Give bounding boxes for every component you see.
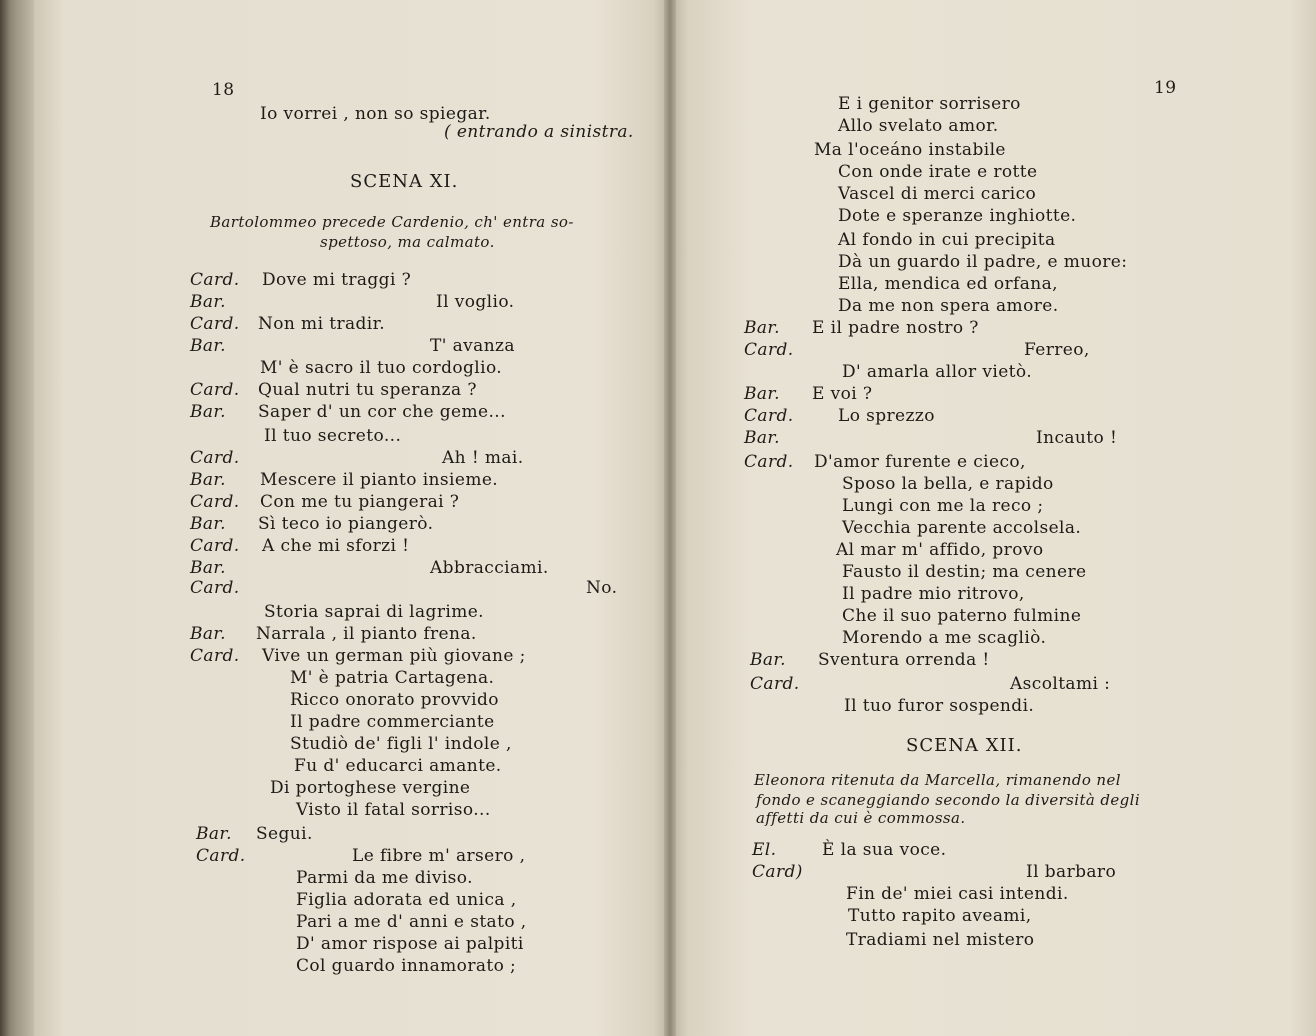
speaker-label: Bar. xyxy=(190,558,226,578)
verse-line: Vecchia parente accolsela. xyxy=(842,518,1082,538)
verse-line: Al fondo in cui precipita xyxy=(838,230,1056,250)
verse-line: Figlia adorata ed unica , xyxy=(296,890,517,910)
scene-heading: SCENA XI. xyxy=(350,171,459,192)
verse-line: Che il suo paterno fulmine xyxy=(842,606,1082,626)
verse-line: M' è sacro il tuo cordoglio. xyxy=(260,358,503,378)
speaker-label: Bar. xyxy=(190,514,226,534)
book-edge xyxy=(0,0,34,1036)
verse-line: Al mar m' affido, provo xyxy=(836,540,1044,560)
verse-line: Lo sprezzo xyxy=(838,406,935,426)
verse-line: Studiò de' figli l' indole , xyxy=(290,734,512,754)
verse-line: Dove mi traggi ? xyxy=(262,270,412,290)
speaker-label: Bar. xyxy=(190,336,226,356)
verse-line: Con onde irate e rotte xyxy=(838,162,1038,182)
speaker-label: Bar. xyxy=(190,624,226,644)
stage-direction: Eleonora ritenuta da Marcella, rimanendo nel xyxy=(754,771,1121,789)
verse-line: Ella, mendica ed orfana, xyxy=(838,274,1058,294)
verse-line: Segui. xyxy=(256,824,313,844)
verse-line: Mescere il pianto insieme. xyxy=(260,470,499,490)
verse-line: Da me non spera amore. xyxy=(838,296,1059,316)
verse-line: Qual nutri tu speranza ? xyxy=(258,380,477,400)
verse-line: Vive un german più giovane ; xyxy=(262,646,526,666)
speaker-label: Card. xyxy=(744,340,794,360)
verse-line: Di portoghese vergine xyxy=(270,778,471,798)
speaker-label: Bar. xyxy=(190,402,226,422)
verse-line: Morendo a me scagliò. xyxy=(842,628,1047,648)
verse-line: È la sua voce. xyxy=(822,840,947,860)
speaker-label: Bar. xyxy=(750,650,786,670)
stage-direction: affetti da cui è commossa. xyxy=(756,809,966,827)
speaker-label: Card) xyxy=(752,862,803,882)
verse-line: Il tuo furor sospendi. xyxy=(844,696,1035,716)
verse-line: Sposo la bella, e rapido xyxy=(842,474,1054,494)
verse-line: Dote e speranze inghiotte. xyxy=(838,206,1077,226)
speaker-label: Bar. xyxy=(744,318,780,338)
verse-line: Narrala , il pianto frena. xyxy=(256,624,477,644)
left-page xyxy=(34,0,670,1036)
speaker-label: El. xyxy=(752,840,777,860)
stage-direction: spettoso, ma calmato. xyxy=(320,233,495,251)
speaker-label: Bar. xyxy=(190,470,226,490)
verse-line: Sì teco io piangerò. xyxy=(258,514,434,534)
verse-line: E i genitor sorrisero xyxy=(838,94,1021,114)
page-number: 19 xyxy=(1154,78,1177,98)
book-gutter xyxy=(664,0,676,1036)
stage-direction: ( entrando a sinistra. xyxy=(444,122,634,142)
verse-line: Lungi con me la reco ; xyxy=(842,496,1044,516)
verse-line: Il padre commerciante xyxy=(290,712,495,732)
verse-line: D'amor furente e cieco, xyxy=(814,452,1026,472)
verse-line: Storia saprai di lagrime. xyxy=(264,602,484,622)
verse-line: Io vorrei , non so spiegar. xyxy=(260,104,491,124)
verse-line: Il tuo secreto... xyxy=(264,426,402,446)
speaker-label: Bar. xyxy=(196,824,232,844)
verse-line: Con me tu piangerai ? xyxy=(260,492,460,512)
verse-line: Ah ! mai. xyxy=(442,448,524,468)
verse-line: Pari a me d' anni e stato , xyxy=(296,912,527,932)
speaker-label: Card. xyxy=(744,452,794,472)
verse-line: A che mi sforzi ! xyxy=(262,536,410,556)
speaker-label: Card. xyxy=(190,578,240,598)
verse-line: Il padre mio ritrovo, xyxy=(842,584,1025,604)
speaker-label: Card. xyxy=(190,270,240,290)
verse-line: Abbracciami. xyxy=(430,558,549,578)
verse-line: D' amarla allor vietò. xyxy=(842,362,1033,382)
verse-line: No. xyxy=(586,578,618,598)
speaker-label: Card. xyxy=(190,646,240,666)
verse-line: Fin de' miei casi intendi. xyxy=(846,884,1069,904)
verse-line: M' è patria Cartagena. xyxy=(290,668,495,688)
verse-line: Ricco onorato provvido xyxy=(290,690,499,710)
verse-line: Ferreo, xyxy=(1024,340,1090,360)
verse-line: Fu d' educarci amante. xyxy=(294,756,502,776)
stage-direction: fondo e scaneggiando secondo la diversità degli xyxy=(756,791,1141,809)
verse-line: Le fibre m' arsero , xyxy=(352,846,526,866)
verse-line: Ascoltami : xyxy=(1010,674,1111,694)
speaker-label: Card. xyxy=(190,314,240,334)
speaker-label: Bar. xyxy=(744,384,780,404)
speaker-label: Card. xyxy=(196,846,246,866)
verse-line: Visto il fatal sorriso... xyxy=(296,800,491,820)
verse-line: Tutto rapito aveami, xyxy=(848,906,1032,926)
speaker-label: Card. xyxy=(190,380,240,400)
verse-line: Ma l'oceáno instabile xyxy=(814,140,1006,160)
verse-line: T' avanza xyxy=(430,336,515,356)
verse-line: Il voglio. xyxy=(436,292,515,312)
page-number: 18 xyxy=(212,80,235,100)
speaker-label: Card. xyxy=(190,448,240,468)
speaker-label: Bar. xyxy=(190,292,226,312)
verse-line: E voi ? xyxy=(812,384,873,404)
verse-line: Saper d' un cor che geme... xyxy=(258,402,506,422)
verse-line: Fausto il destin; ma cenere xyxy=(842,562,1087,582)
verse-line: Parmi da me diviso. xyxy=(296,868,473,888)
verse-line: E il padre nostro ? xyxy=(812,318,979,338)
verse-line: Incauto ! xyxy=(1036,428,1118,448)
speaker-label: Card. xyxy=(750,674,800,694)
verse-line: Il barbaro xyxy=(1026,862,1117,882)
verse-line: D' amor rispose ai palpiti xyxy=(296,934,524,954)
verse-line: Vascel di merci carico xyxy=(838,184,1037,204)
stage-direction: Bartolommeo precede Cardenio, ch' entra so- xyxy=(210,213,574,231)
scene-heading: SCENA XII. xyxy=(906,735,1023,756)
speaker-label: Card. xyxy=(744,406,794,426)
speaker-label: Card. xyxy=(190,536,240,556)
speaker-label: Card. xyxy=(190,492,240,512)
speaker-label: Bar. xyxy=(744,428,780,448)
verse-line: Sventura orrenda ! xyxy=(818,650,990,670)
verse-line: Allo svelato amor. xyxy=(838,116,999,136)
verse-line: Tradiami nel mistero xyxy=(846,930,1035,950)
verse-line: Non mi tradir. xyxy=(258,314,386,334)
verse-line: Dà un guardo il padre, e muore: xyxy=(838,252,1128,272)
verse-line: Col guardo innamorato ; xyxy=(296,956,517,976)
right-page xyxy=(670,0,1316,1036)
